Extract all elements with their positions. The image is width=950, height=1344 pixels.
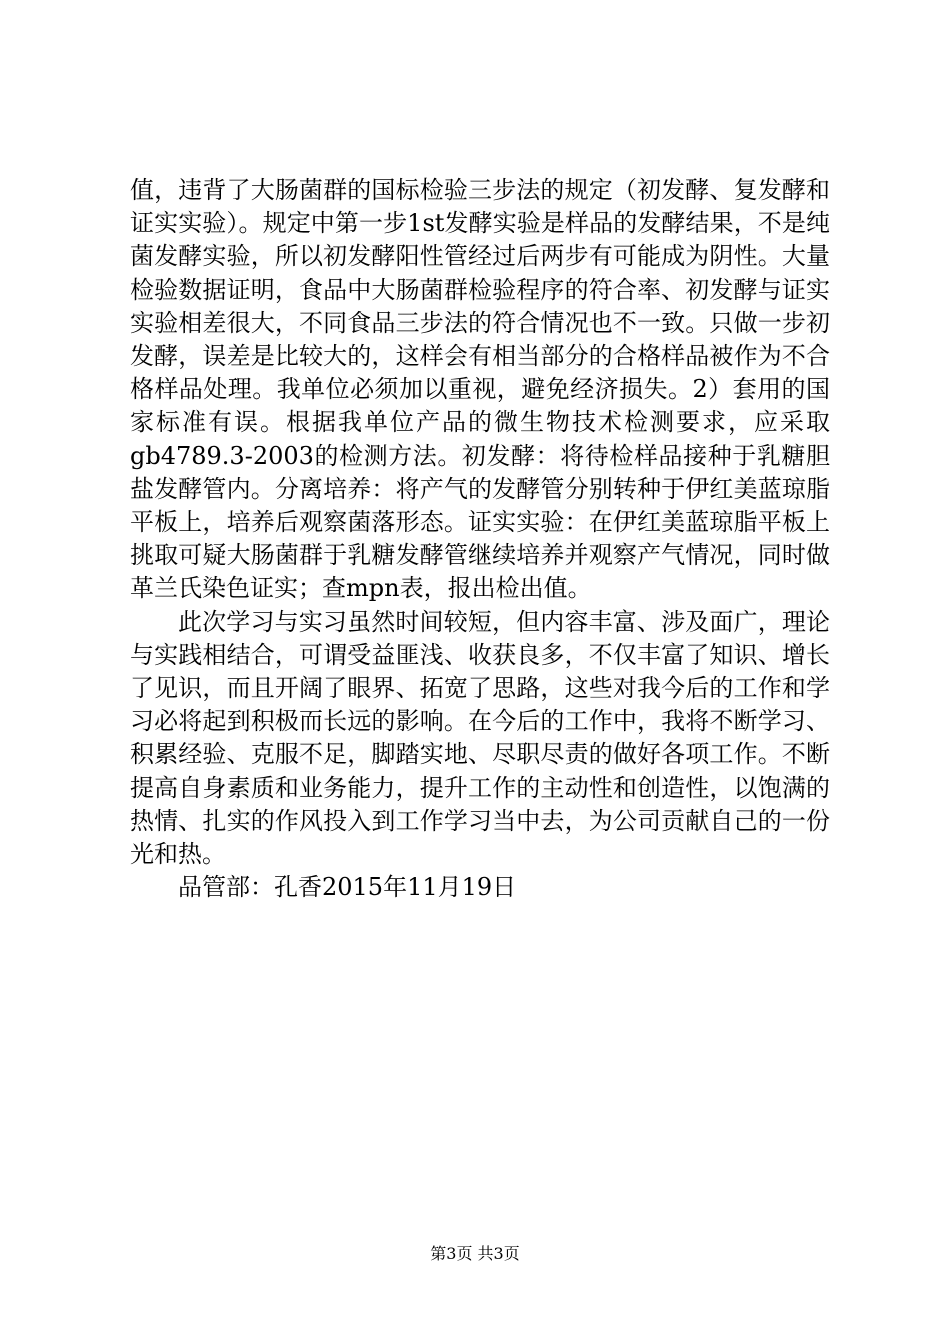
body-paragraph-conclusion: 此次学习与实习虽然时间较短，但内容丰富、涉及面广，理论与实践相结合，可谓受益匪浅、收获良多，不仅丰富了知识、增长了见识，而且开阔了眼界、拓宽了思路，这些对我今后的工作和学习必将起到积极而长远的影响。在今后的工作中，我将不断学习、积累经验、克服不足，脚踏实地、尽职尽责的做好各项工作。不断提高自身素质和业务能力，提升工作的主动性和创造性，以饱满的热情、扎实的作风投入到工作学习当中去，为公司贡献自己的一份光和热。 bbox=[130, 607, 830, 869]
page-number: 第3页 共3页 bbox=[430, 1244, 520, 1263]
page-footer bbox=[0, 1244, 950, 1264]
document-body bbox=[130, 174, 830, 904]
signature-line: 品管部：孔香2015年11月19日 bbox=[178, 873, 517, 902]
body-paragraph-continued: 值，违背了大肠菌群的国标检验三步法的规定（初发酵、复发酵和证实实验）。规定中第一步1st发酵实验是样品的发酵结果，不是纯菌发酵实验，所以初发酵阳性管经过后两步有可能成为阴性。大量检验数据证明，食品中大肠菌群检验程序的符合率、初发酵与证实实验相差很大，不同食品三步法的符合情况也不一致。只做一步初发酵，误差是比较大的，这样会有相当部分的合格样品被作为不合格样品处理。我单位必须加以重视，避免经济损失。2）套用的国家标准有误。根据我单位产品的微生物技术检测要求，应采取gb4789.3-2003的检测方法。初发酵：将待检样品接种于乳糖胆盐发酵管内。分离培养：将产气的发酵管分别转种于伊红美蓝琼脂平板上，培养后观察菌落形态。证实实验：在伊红美蓝琼脂平板上挑取可疑大肠菌群于乳糖发酵管继续培养并观察产气情况，同时做革兰氏染色证实；查mpn表，报出检出值。 bbox=[130, 176, 830, 603]
